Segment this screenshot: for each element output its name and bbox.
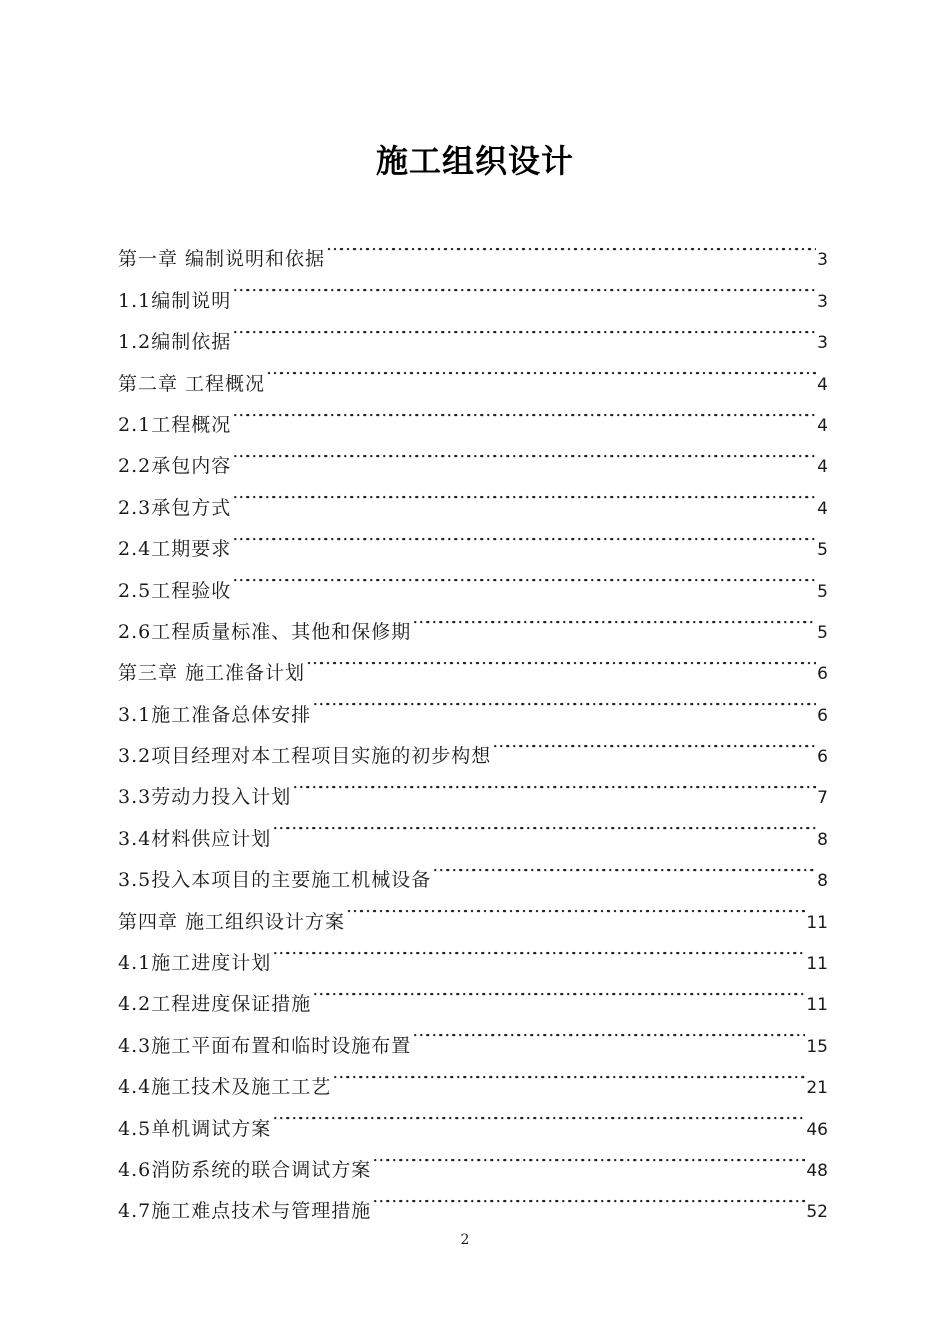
toc-entry-page: 5 bbox=[817, 581, 828, 602]
toc-entry-page: 52 bbox=[806, 1202, 828, 1223]
toc-entry-label: 3.4材料供应计划 bbox=[118, 827, 272, 850]
toc-entry-page: 8 bbox=[817, 871, 828, 892]
toc-entry-label: 4.7施工难点技术与管理措施 bbox=[118, 1200, 372, 1223]
toc-entry-label: 1.2编制依据 bbox=[118, 331, 232, 354]
toc-entry-label: 2.1工程概况 bbox=[118, 413, 232, 436]
toc-entry-label: 3.3劳动力投入计划 bbox=[118, 786, 292, 809]
toc-dot-leader bbox=[272, 928, 805, 969]
toc-entry-page: 6 bbox=[817, 747, 828, 768]
toc-dot-leader bbox=[232, 390, 816, 431]
toc-dot-leader bbox=[232, 472, 816, 513]
toc-dot-leader bbox=[232, 307, 816, 348]
toc-entry-label: 4.6消防系统的联合调试方案 bbox=[118, 1158, 372, 1181]
toc-entry-page: 48 bbox=[806, 1160, 828, 1181]
toc-entry-page: 6 bbox=[817, 664, 828, 685]
toc-entry-page: 21 bbox=[806, 1078, 828, 1099]
toc-entry-label: 3.1施工准备总体安排 bbox=[118, 703, 312, 726]
table-of-contents bbox=[118, 224, 828, 1223]
toc-dot-leader bbox=[266, 348, 816, 389]
toc-dot-leader bbox=[232, 555, 816, 596]
toc-dot-leader bbox=[312, 679, 816, 720]
toc-dot-leader bbox=[272, 803, 816, 844]
toc-entry-label: 第三章 施工准备计划 bbox=[118, 662, 306, 685]
toc-entry-page: 15 bbox=[806, 1036, 828, 1057]
toc-dot-leader bbox=[492, 721, 816, 762]
toc-dot-leader bbox=[326, 224, 816, 265]
toc-entry-label: 第二章 工程概况 bbox=[118, 372, 266, 395]
toc-entry-label: 3.5投入本项目的主要施工机械设备 bbox=[118, 869, 432, 892]
toc-dot-leader bbox=[306, 638, 816, 679]
toc-entry-page: 7 bbox=[817, 788, 828, 809]
toc-entry-label: 2.6工程质量标准、其他和保修期 bbox=[118, 620, 412, 643]
toc-entry-page: 46 bbox=[806, 1119, 828, 1140]
toc-dot-leader bbox=[332, 1052, 805, 1093]
toc-entry-label: 4.5单机调试方案 bbox=[118, 1117, 272, 1140]
toc-entry-label: 1.1编制说明 bbox=[118, 289, 232, 312]
toc-dot-leader bbox=[272, 1093, 805, 1134]
toc-dot-leader bbox=[372, 1135, 805, 1176]
toc-entry-label: 4.2工程进度保证措施 bbox=[118, 993, 312, 1016]
toc-entry-page: 5 bbox=[817, 622, 828, 643]
toc-entry-label: 第一章 编制说明和依据 bbox=[118, 248, 326, 271]
toc-entry-label: 2.2承包内容 bbox=[118, 455, 232, 478]
toc-entry-chapter-1[interactable] bbox=[118, 224, 828, 271]
toc-entry-page: 11 bbox=[806, 995, 828, 1016]
toc-dot-leader bbox=[232, 514, 816, 555]
page-number: 2 bbox=[460, 1232, 470, 1248]
toc-dot-leader bbox=[232, 431, 816, 472]
toc-entry-label: 2.5工程验收 bbox=[118, 579, 232, 602]
toc-dot-leader bbox=[372, 1176, 805, 1217]
toc-entry-label: 2.4工期要求 bbox=[118, 538, 232, 561]
toc-entry-page: 5 bbox=[817, 540, 828, 561]
toc-dot-leader bbox=[232, 265, 816, 306]
toc-entry-label: 4.4施工技术及施工工艺 bbox=[118, 1076, 332, 1099]
page-title: 施工组织设计 bbox=[375, 142, 574, 180]
toc-entry-page: 8 bbox=[817, 829, 828, 850]
toc-entry-page: 3 bbox=[817, 333, 828, 354]
toc-entry-label: 2.3承包方式 bbox=[118, 496, 232, 519]
toc-entry-page: 3 bbox=[817, 250, 828, 271]
toc-entry-label: 3.2项目经理对本工程项目实施的初步构想 bbox=[118, 745, 492, 768]
toc-entry-page: 4 bbox=[817, 457, 828, 478]
toc-entry-page: 4 bbox=[817, 498, 828, 519]
toc-entry-page: 11 bbox=[806, 912, 828, 933]
toc-dot-leader bbox=[412, 597, 816, 638]
toc-entry-page: 4 bbox=[817, 374, 828, 395]
toc-entry-page: 4 bbox=[817, 415, 828, 436]
toc-entry-page: 3 bbox=[817, 291, 828, 312]
toc-dot-leader bbox=[292, 762, 816, 803]
toc-dot-leader bbox=[432, 845, 816, 886]
toc-entry-label: 4.1施工进度计划 bbox=[118, 952, 272, 975]
toc-entry-page: 11 bbox=[806, 954, 828, 975]
toc-entry-label: 4.3施工平面布置和临时设施布置 bbox=[118, 1034, 412, 1057]
toc-entry-page: 6 bbox=[817, 705, 828, 726]
toc-entry-label: 第四章 施工组织设计方案 bbox=[118, 910, 346, 933]
toc-dot-leader bbox=[412, 1010, 805, 1051]
toc-dot-leader bbox=[346, 886, 805, 927]
toc-dot-leader bbox=[312, 969, 805, 1010]
